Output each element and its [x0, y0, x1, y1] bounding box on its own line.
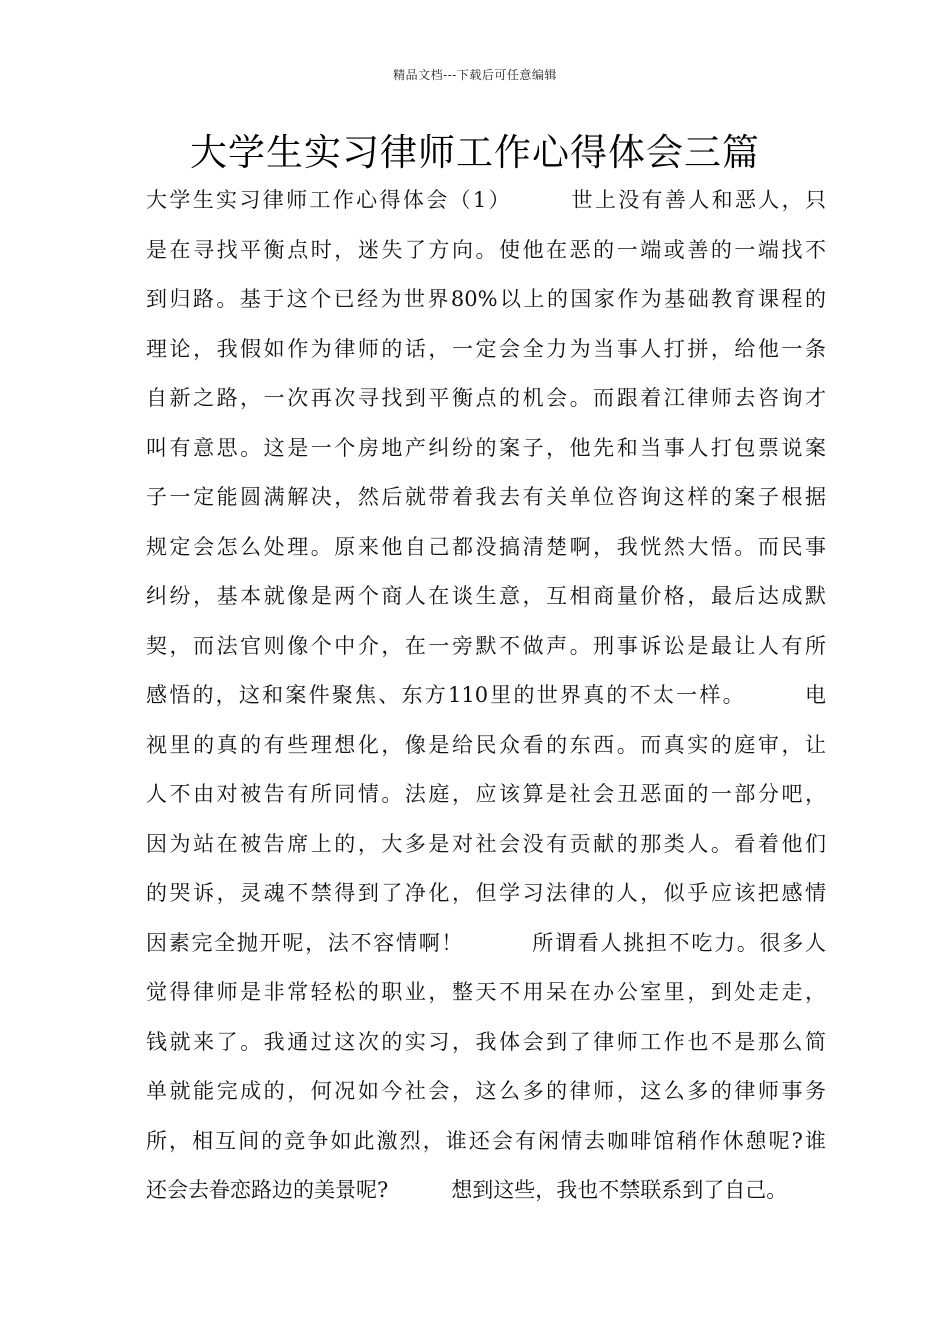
body-line: 大学生实习律师工作心得体会（1） 世上没有善人和恶人，只 — [146, 188, 826, 212]
document-title: 大学生实习律师工作心得体会三篇 — [190, 131, 760, 174]
body-line: 所，相互间的竞争如此激烈，谁还会有闲情去咖啡馆稍作休憩呢?谁 — [146, 1128, 826, 1153]
body-line: 纠纷，基本就像是两个商人在谈生意，互相商量价格，最后达成默 — [146, 584, 826, 608]
body-line: 子一定能圆满解决，然后就带着我去有关单位咨询这样的案子根据 — [146, 485, 826, 509]
header-note: 精品文档---下载后可任意编辑 — [393, 68, 557, 82]
body-line: 到归路。基于这个已经为世界80%以上的国家作为基础教育课程的 — [146, 287, 826, 311]
body-line: 还会去眷恋路边的美景呢? 想到这些，我也不禁联系到了自己。 — [146, 1178, 788, 1202]
body-line: 的哭诉，灵魂不禁得到了净化，但学习法律的人，似乎应该把感情 — [146, 881, 826, 905]
body-line: 理论，我假如作为律师的话，一定会全力为当事人打拼，给他一条 — [146, 336, 826, 361]
body-line: 感悟的，这和案件聚焦、东方110里的世界真的不太一样。 电 — [146, 683, 826, 707]
body-line: 单就能完成的，何况如今社会，这么多的律师，这么多的律师事务 — [146, 1079, 826, 1103]
body-line: 自新之路，一次再次寻找到平衡点的机会。而跟着江律师去咨询才 — [146, 386, 826, 410]
body-line: 契，而法官则像个中介，在一旁默不做声。刑事诉讼是最让人有所 — [146, 633, 826, 658]
body-line: 因为站在被告席上的，大多是对社会没有贡献的那类人。看着他们 — [146, 831, 826, 856]
body-line: 人不由对被告有所同情。法庭，应该算是社会丑恶面的一部分吧， — [146, 782, 826, 806]
body-line: 觉得律师是非常轻松的职业，整天不用呆在办公室里，到处走走， — [146, 980, 826, 1004]
body-line: 视里的真的有些理想化，像是给民众看的东西。而真实的庭审，让 — [146, 732, 826, 757]
document-body — [146, 180, 826, 1220]
body-line: 叫有意思。这是一个房地产纠纷的案子，他先和当事人打包票说案 — [146, 435, 826, 460]
body-line: 因素完全抛开呢，法不容情啊！ 所谓看人挑担不吃力。很多人 — [146, 930, 826, 955]
body-line: 是在寻找平衡点时，迷失了方向。使他在恶的一端或善的一端找不 — [146, 237, 826, 262]
body-line: 钱就来了。我通过这次的实习，我体会到了律师工作也不是那么简 — [146, 1029, 826, 1054]
body-line: 规定会怎么处理。原来他自己都没搞清楚啊，我恍然大悟。而民事 — [146, 534, 826, 559]
